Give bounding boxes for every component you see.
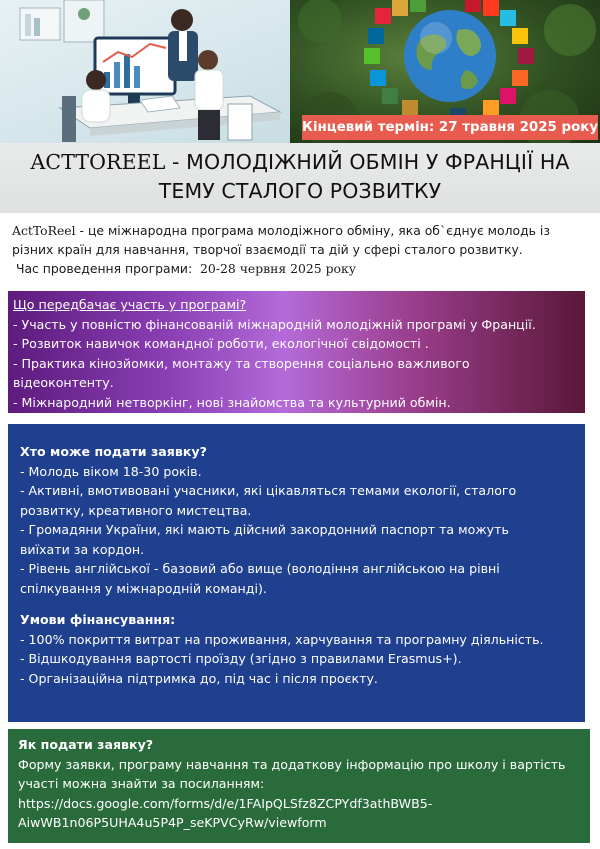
- application-link[interactable]: https://docs.google.com/forms/d/e/1FAIpQLSfz8ZCPYdf3athBWB5-: [18, 795, 433, 811]
- participation-heading: Що передбачає участь у програмі?: [13, 297, 247, 312]
- list-item: виїхати за кордон.: [20, 541, 145, 557]
- list-item: - 100% покриття витрат на проживання, харчування та програмну діяльність.: [20, 631, 544, 647]
- funding-heading: Умови фінансування:: [20, 612, 176, 627]
- title-line1: - МОЛОДІЖНИЙ ОБМІН У ФРАНЦІЇ НА: [165, 150, 570, 174]
- participation-section: [8, 291, 585, 413]
- list-item: - Участь у повністю фінансованій міжнародній молодіжній програмі у Франції.: [13, 316, 536, 332]
- deadline-banner: Кінцевий термін: 27 травня 2025 року: [302, 115, 598, 140]
- apply-text-line1: Форму заявки, програму навчання та додаткову інформацію про школу і вартість: [18, 756, 566, 772]
- list-item: - Молодь віком 18-30 років.: [20, 463, 202, 479]
- intro-text: [12, 221, 592, 278]
- title-brand: ACTTOREEL: [30, 150, 166, 174]
- intro-line1: - це міжнародна програма молодіжного обміну, яка об`єднує молодь із: [75, 223, 550, 238]
- eligibility-heading: Хто може подати заявку?: [20, 444, 207, 459]
- list-item: розвитку, креативного мистецтва.: [20, 502, 252, 518]
- list-item: - Громадяни України, які мають дійсний закордонний паспорт та можуть: [20, 522, 509, 537]
- list-item: спілкування у міжнародній команді).: [20, 580, 267, 596]
- list-item: відеоконтенту.: [13, 375, 114, 390]
- apply-section: [8, 729, 590, 843]
- eligibility-section: [8, 424, 585, 722]
- list-item: - Міжнародний нетворкінг, нові знайомства та культурний обмін.: [13, 394, 451, 410]
- intro-line2: різних країн для навчання, творчої взаємодії та дій у сфері сталого розвитку.: [12, 242, 523, 257]
- apply-heading: Як подати заявку?: [18, 737, 154, 752]
- page-title: [10, 148, 590, 206]
- dates-value: 20-28 червня 2025 року: [200, 261, 357, 276]
- list-item: - Практика кінозйомки, монтажу та створення соціально важливого: [13, 355, 470, 371]
- list-item: - Рівень англійської - базовий або вище (володіння англійською на рівні: [20, 561, 500, 576]
- application-link-continued[interactable]: AiwWB1n06P5UHA4u5P4P_seKPVCyRw/viewform: [18, 815, 327, 830]
- title-line2: ТЕМУ СТАЛОГО РОЗВИТКУ: [158, 179, 442, 203]
- office-scene-image: [0, 0, 290, 143]
- list-item: - Організаційна підтримка до, під час і після проєкту.: [20, 670, 378, 686]
- office-illustration: [0, 0, 290, 143]
- intro-brand: ActToReel: [12, 223, 76, 238]
- apply-text-line2: участі можна знайти за посиланням:: [18, 776, 265, 791]
- list-item: - Відшкодування вартості проїзду (згідно з правилами Erasmus+).: [20, 651, 462, 666]
- list-item: - Розвиток навичок командної роботи, екологічної свідомості .: [13, 336, 429, 351]
- list-item: - Активні, вмотивовані учасники, які цікавляться темами екології, сталого: [20, 483, 517, 498]
- dates-label: Час проведення програми:: [15, 261, 197, 276]
